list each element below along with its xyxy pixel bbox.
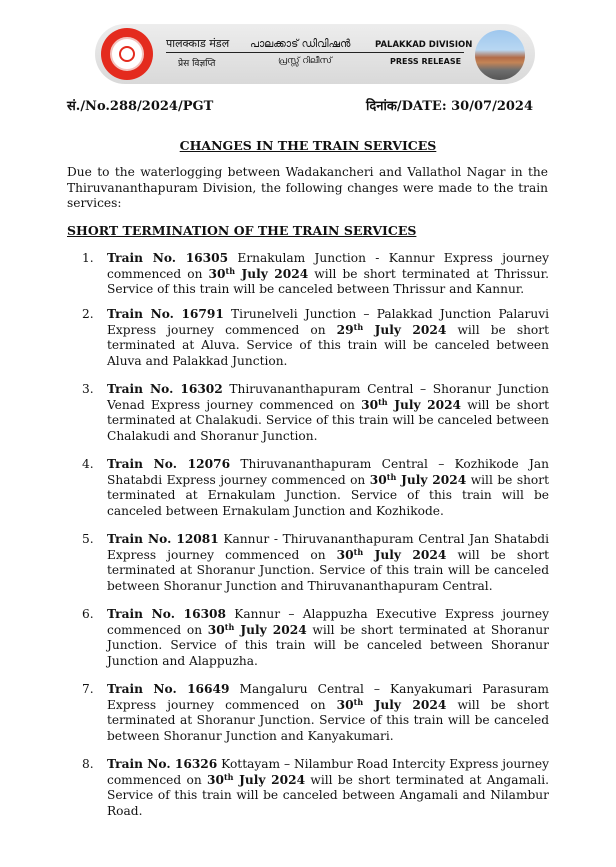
train-number: Train No. 16302 bbox=[107, 382, 223, 396]
termination-text: will be short terminated at Aluva. Service of this train will be canceled between Aluva and Palakkad Junction. bbox=[107, 322, 549, 368]
route-text: Thiruvananthapuram Central – Kozhikode Jan Shatabdi Express journey commenced on bbox=[107, 457, 549, 487]
list-item bbox=[82, 757, 549, 819]
route-text: Mangaluru Central – Kanyakumari Parasuram Express journey commenced on bbox=[107, 682, 549, 712]
english-press: PRESS RELEASE bbox=[390, 57, 462, 66]
reference-number: सं./No.288/2024/PGT bbox=[67, 99, 214, 114]
train-number: Train No. 16305 bbox=[107, 251, 229, 265]
termination-text: will be short terminated at Thrissur. Service of this train will be canceled between Thrissur and Kannur. bbox=[107, 266, 549, 296]
journey-date: 30th July 2024 bbox=[336, 696, 447, 712]
section-heading: SHORT TERMINATION OF THE TRAIN SERVICES bbox=[67, 223, 417, 238]
list-item bbox=[82, 532, 549, 594]
route-text: Kannur - Thiruvananthapuram Central Jan Shatabdi Express journey commenced on bbox=[107, 532, 549, 562]
train-number: Train No. 16791 bbox=[107, 307, 224, 321]
date-suffix: th bbox=[378, 396, 388, 407]
list-item bbox=[82, 382, 549, 444]
list-item bbox=[82, 607, 549, 669]
date-suffix: th bbox=[225, 265, 236, 276]
route-text: Kottayam – Nilambur Road Intercity Express journey commenced on bbox=[107, 757, 549, 787]
hindi-division: पालक्काड मंडल bbox=[166, 37, 230, 50]
route-text: Kannur – Alappuzha Executive Express journey commenced on bbox=[107, 607, 549, 637]
route-text: Thiruvananthapuram Central – Shoranur Junction Venad Express journey commenced on bbox=[107, 382, 549, 412]
item-body bbox=[107, 532, 549, 594]
train-number: Train No. 16649 bbox=[107, 682, 230, 696]
list-item bbox=[82, 682, 549, 744]
journey-date: 30th July 2024 bbox=[207, 621, 307, 637]
item-number: 4. bbox=[82, 457, 94, 471]
route-text: Ernakulam Junction - Kannur Express journey commenced on bbox=[107, 251, 549, 281]
termination-text: will be short terminated at Ernakulam Junction. Service of this train will be canceled between Ernakulam Junction and Kozhikode. bbox=[107, 472, 549, 518]
journey-date: 30th July 2024 bbox=[336, 546, 447, 562]
train-number: Train No. 16326 bbox=[107, 757, 218, 771]
train-number: Train No. 16308 bbox=[107, 607, 227, 621]
date-suffix: th bbox=[353, 321, 364, 332]
journey-date: 29th July 2024 bbox=[336, 321, 447, 337]
journey-date: 30th July 2024 bbox=[361, 396, 462, 412]
date-suffix: th bbox=[353, 546, 364, 557]
intro-paragraph: Due to the waterlogging between Wadakancheri and Vallathol Nagar in the Thiruvananthapuram Division, the following changes were made to the train services: bbox=[67, 165, 548, 210]
item-number: 1. bbox=[82, 251, 94, 265]
termination-text: will be short terminated at Chalakudi. Service of this train will be canceled between Chalakudi and Shoranur Junction. bbox=[107, 397, 550, 443]
date-suffix: th bbox=[224, 621, 235, 632]
indian-railways-logo bbox=[101, 28, 153, 80]
list-item bbox=[82, 307, 549, 369]
header-divider bbox=[166, 52, 464, 53]
date-suffix: th bbox=[353, 696, 364, 707]
wheel-icon bbox=[119, 46, 135, 62]
date-suffix: th bbox=[386, 471, 397, 482]
item-number: 2. bbox=[82, 307, 94, 321]
reference-date: दिनांक/DATE: 30/07/2024 bbox=[366, 99, 533, 114]
journey-date: 30th July 2024 bbox=[369, 471, 467, 487]
item-number: 6. bbox=[82, 607, 94, 621]
list-item bbox=[82, 251, 549, 298]
item-number: 7. bbox=[82, 682, 94, 696]
item-body bbox=[107, 382, 549, 444]
item-body bbox=[107, 757, 549, 819]
train-number: Train No. 12081 bbox=[107, 532, 219, 546]
station-photo bbox=[475, 30, 525, 80]
item-body bbox=[107, 682, 549, 744]
hindi-press: प्रेस विज्ञप्ति bbox=[178, 59, 216, 69]
item-body bbox=[107, 457, 549, 519]
journey-date: 30th July 2024 bbox=[206, 771, 306, 787]
item-number: 8. bbox=[82, 757, 94, 771]
item-number: 5. bbox=[82, 532, 94, 546]
item-number: 3. bbox=[82, 382, 94, 396]
list-item bbox=[82, 457, 549, 519]
page-title: CHANGES IN THE TRAIN SERVICES bbox=[179, 138, 437, 153]
malayalam-press: പ്രസ്സ് റിലീസ് bbox=[278, 56, 332, 66]
termination-text: will be short terminated at Shoranur Junction. Service of this train will be canceled between Shoranur Junction and Kanyakumari. bbox=[107, 697, 549, 743]
journey-date: 30th July 2024 bbox=[208, 265, 309, 281]
malayalam-division: പാലക്കാട് ഡിവിഷൻ bbox=[250, 38, 351, 50]
train-number: Train No. 12076 bbox=[107, 457, 231, 471]
press-release-banner bbox=[95, 24, 535, 84]
termination-text: will be short terminated at Shoranur Junction. Service of this train will be canceled between Shoranur Junction and Alappuzha. bbox=[107, 622, 549, 668]
item-body bbox=[107, 607, 549, 669]
date-suffix: th bbox=[223, 771, 234, 782]
item-body bbox=[107, 307, 549, 369]
logo-emblem bbox=[110, 37, 144, 71]
termination-text: will be short terminated at Shoranur Junction. Service of this train will be canceled between Shoranur Junction and Thiruvananthapuram Central. bbox=[107, 547, 549, 593]
english-division: PALAKKAD DIVISION bbox=[375, 40, 473, 50]
route-text: Tirunelveli Junction – Palakkad Junction Palaruvi Express journey commenced on bbox=[107, 307, 549, 337]
termination-text: will be short terminated at Angamali. Service of this train will be canceled between Angamali and Nilambur Road. bbox=[107, 772, 549, 818]
item-body bbox=[107, 251, 549, 298]
